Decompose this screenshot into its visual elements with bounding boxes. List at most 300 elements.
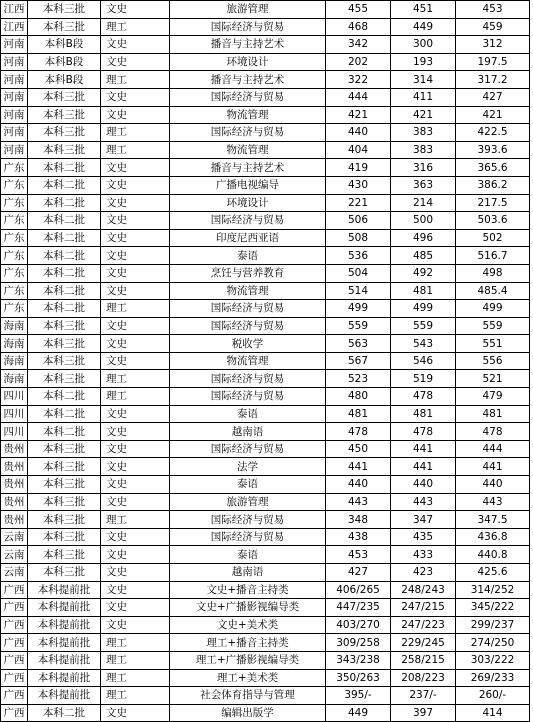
major-cell: 泰语 [170,476,326,494]
avg-score-cell: 485.4 [456,282,530,300]
batch-cell: 本科提前批 [28,599,101,617]
province-cell: 海南 [1,352,28,370]
major-cell: 国际经济与贸易 [170,317,326,335]
major-cell: 旅游管理 [170,1,326,19]
avg-score-cell: 269/233 [456,669,530,687]
batch-cell: 本科三批 [28,317,101,335]
table-row [1,264,530,282]
max-score-cell: 455 [326,1,391,19]
province-cell: 河南 [1,141,28,159]
major-cell: 物流管理 [170,106,326,124]
min-score-cell: 485 [391,247,456,265]
subject-cell: 文史 [101,1,170,19]
major-cell: 旅游管理 [170,493,326,511]
province-cell: 海南 [1,317,28,335]
table-row [1,176,530,194]
table-row [1,1,530,19]
batch-cell: 本科提前批 [28,669,101,687]
batch-cell: 本科B段 [28,53,101,71]
max-score-cell: 499 [326,300,391,318]
table-row [1,124,530,142]
table-row [1,423,530,441]
max-score-cell: 427 [326,564,391,582]
avg-score-cell: 499 [456,300,530,318]
avg-score-cell: 559 [456,317,530,335]
province-cell: 广西 [1,634,28,652]
avg-score-cell: 314/252 [456,581,530,599]
province-cell: 广西 [1,669,28,687]
avg-score-cell: 260/- [456,687,530,705]
batch-cell: 本科二批 [28,176,101,194]
batch-cell: 本科三批 [28,458,101,476]
min-score-cell: 214 [391,194,456,212]
subject-cell: 理工 [101,18,170,36]
major-cell: 环境设计 [170,194,326,212]
subject-cell: 理工 [101,124,170,142]
subject-cell: 文史 [101,352,170,370]
min-score-cell: 519 [391,370,456,388]
avg-score-cell: 414 [456,704,530,722]
avg-score-cell: 274/250 [456,634,530,652]
min-score-cell: 208/223 [391,669,456,687]
max-score-cell: 559 [326,317,391,335]
max-score-cell: 536 [326,247,391,265]
min-score-cell: 247/223 [391,616,456,634]
province-cell: 江西 [1,1,28,19]
max-score-cell: 444 [326,88,391,106]
table-body [1,1,530,722]
province-cell: 广西 [1,616,28,634]
table-row [1,88,530,106]
batch-cell: 本科三批 [28,352,101,370]
major-cell: 国际经济与贸易 [170,440,326,458]
max-score-cell: 438 [326,528,391,546]
min-score-cell: 440 [391,476,456,494]
major-cell: 越南语 [170,423,326,441]
province-cell: 河南 [1,36,28,54]
province-cell: 广西 [1,581,28,599]
province-cell: 海南 [1,335,28,353]
batch-cell: 本科三批 [28,528,101,546]
major-cell: 物流管理 [170,282,326,300]
subject-cell: 文史 [101,282,170,300]
major-cell: 国际经济与贸易 [170,124,326,142]
major-cell: 国际经济与贸易 [170,212,326,230]
table-row [1,352,530,370]
max-score-cell: 504 [326,264,391,282]
major-cell: 印度尼西亚语 [170,229,326,247]
province-cell: 广东 [1,264,28,282]
province-cell: 广东 [1,212,28,230]
min-score-cell: 300 [391,36,456,54]
max-score-cell: 523 [326,370,391,388]
major-cell: 越南语 [170,564,326,582]
max-score-cell: 343/238 [326,651,391,669]
max-score-cell: 404 [326,141,391,159]
subject-cell: 理工 [101,300,170,318]
min-score-cell: 248/243 [391,581,456,599]
major-cell: 播音与主持艺术 [170,71,326,89]
major-cell: 文史+播音主持类 [170,581,326,599]
avg-score-cell: 303/222 [456,651,530,669]
batch-cell: 本科二批 [28,423,101,441]
min-score-cell: 347 [391,511,456,529]
min-score-cell: 441 [391,440,456,458]
subject-cell: 文史 [101,528,170,546]
min-score-cell: 258/215 [391,651,456,669]
max-score-cell: 419 [326,159,391,177]
province-cell: 广东 [1,159,28,177]
min-score-cell: 229/245 [391,634,456,652]
major-cell: 国际经济与贸易 [170,88,326,106]
avg-score-cell: 347.5 [456,511,530,529]
min-score-cell: 421 [391,106,456,124]
min-score-cell: 314 [391,71,456,89]
max-score-cell: 514 [326,282,391,300]
batch-cell: 本科三批 [28,335,101,353]
batch-cell: 本科三批 [28,511,101,529]
min-score-cell: 383 [391,141,456,159]
batch-cell: 本科三批 [28,370,101,388]
avg-score-cell: 479 [456,388,530,406]
major-cell: 国际经济与贸易 [170,18,326,36]
province-cell: 广西 [1,651,28,669]
province-cell: 四川 [1,405,28,423]
subject-cell: 文史 [101,106,170,124]
min-score-cell: 397 [391,704,456,722]
max-score-cell: 403/270 [326,616,391,634]
province-cell: 贵州 [1,458,28,476]
province-cell: 贵州 [1,493,28,511]
major-cell: 文史+美术类 [170,616,326,634]
batch-cell: 本科三批 [28,1,101,19]
table-row [1,511,530,529]
province-cell: 河南 [1,124,28,142]
major-cell: 理工+播音主持类 [170,634,326,652]
avg-score-cell: 365.6 [456,159,530,177]
batch-cell: 本科三批 [28,440,101,458]
avg-score-cell: 443 [456,493,530,511]
subject-cell: 理工 [101,71,170,89]
subject-cell: 文史 [101,616,170,634]
avg-score-cell: 444 [456,440,530,458]
major-cell: 环境设计 [170,53,326,71]
subject-cell: 文史 [101,159,170,177]
province-cell: 广东 [1,229,28,247]
min-score-cell: 500 [391,212,456,230]
subject-cell: 文史 [101,476,170,494]
table-row [1,704,530,722]
subject-cell: 理工 [101,669,170,687]
province-cell: 四川 [1,388,28,406]
max-score-cell: 322 [326,71,391,89]
table-row [1,229,530,247]
batch-cell: 本科二批 [28,282,101,300]
avg-score-cell: 422.5 [456,124,530,142]
avg-score-cell: 556 [456,352,530,370]
table-row [1,564,530,582]
avg-score-cell: 551 [456,335,530,353]
batch-cell: 本科三批 [28,546,101,564]
min-score-cell: 492 [391,264,456,282]
max-score-cell: 567 [326,352,391,370]
major-cell: 烹饪与营养教育 [170,264,326,282]
subject-cell: 文史 [101,546,170,564]
batch-cell: 本科三批 [28,88,101,106]
major-cell: 物流管理 [170,352,326,370]
table-row [1,53,530,71]
batch-cell: 本科提前批 [28,687,101,705]
province-cell: 广西 [1,599,28,617]
batch-cell: 本科二批 [28,264,101,282]
avg-score-cell: 453 [456,1,530,19]
subject-cell: 文史 [101,229,170,247]
max-score-cell: 450 [326,440,391,458]
table-row [1,599,530,617]
min-score-cell: 247/215 [391,599,456,617]
province-cell: 广西 [1,687,28,705]
subject-cell: 文史 [101,36,170,54]
table-row [1,581,530,599]
province-cell: 贵州 [1,476,28,494]
major-cell: 广播电视编导 [170,176,326,194]
batch-cell: 本科二批 [28,300,101,318]
min-score-cell: 559 [391,317,456,335]
province-cell: 广东 [1,282,28,300]
max-score-cell: 350/263 [326,669,391,687]
table-row [1,282,530,300]
avg-score-cell: 197.5 [456,53,530,71]
table-row [1,388,530,406]
max-score-cell: 221 [326,194,391,212]
avg-score-cell: 317.2 [456,71,530,89]
batch-cell: 本科三批 [28,493,101,511]
batch-cell: 本科二批 [28,229,101,247]
table-row [1,300,530,318]
max-score-cell: 348 [326,511,391,529]
subject-cell: 理工 [101,388,170,406]
subject-cell: 文史 [101,264,170,282]
table-row [1,440,530,458]
max-score-cell: 508 [326,229,391,247]
major-cell: 国际经济与贸易 [170,388,326,406]
avg-score-cell: 345/222 [456,599,530,617]
table-row [1,669,530,687]
table-row [1,458,530,476]
batch-cell: 本科提前批 [28,651,101,669]
min-score-cell: 423 [391,564,456,582]
avg-score-cell: 217.5 [456,194,530,212]
subject-cell: 文史 [101,53,170,71]
major-cell: 文史+广播影视编导类 [170,599,326,617]
table-row [1,405,530,423]
subject-cell: 理工 [101,651,170,669]
max-score-cell: 421 [326,106,391,124]
batch-cell: 本科三批 [28,18,101,36]
max-score-cell: 480 [326,388,391,406]
major-cell: 国际经济与贸易 [170,300,326,318]
min-score-cell: 499 [391,300,456,318]
batch-cell: 本科三批 [28,141,101,159]
avg-score-cell: 498 [456,264,530,282]
min-score-cell: 411 [391,88,456,106]
subject-cell: 理工 [101,370,170,388]
batch-cell: 本科二批 [28,194,101,212]
major-cell: 理工+美术类 [170,669,326,687]
subject-cell: 文史 [101,194,170,212]
avg-score-cell: 521 [456,370,530,388]
min-score-cell: 237/- [391,687,456,705]
max-score-cell: 453 [326,546,391,564]
batch-cell: 本科提前批 [28,581,101,599]
subject-cell: 理工 [101,634,170,652]
min-score-cell: 481 [391,405,456,423]
table-row [1,528,530,546]
avg-score-cell: 299/237 [456,616,530,634]
table-row [1,616,530,634]
subject-cell: 文史 [101,704,170,722]
table-row [1,71,530,89]
subject-cell: 文史 [101,493,170,511]
max-score-cell: 449 [326,704,391,722]
max-score-cell: 506 [326,212,391,230]
avg-score-cell: 481 [456,405,530,423]
major-cell: 国际经济与贸易 [170,511,326,529]
table-row [1,546,530,564]
batch-cell: 本科二批 [28,405,101,423]
max-score-cell: 202 [326,53,391,71]
major-cell: 社会体育指导与管理 [170,687,326,705]
avg-score-cell: 427 [456,88,530,106]
province-cell: 广东 [1,300,28,318]
table-row [1,317,530,335]
table-row [1,36,530,54]
province-cell: 广东 [1,176,28,194]
table-row [1,141,530,159]
max-score-cell: 406/265 [326,581,391,599]
province-cell: 贵州 [1,511,28,529]
subject-cell: 文史 [101,405,170,423]
major-cell: 理工+广播影视编导类 [170,651,326,669]
max-score-cell: 443 [326,493,391,511]
avg-score-cell: 425.6 [456,564,530,582]
province-cell: 广东 [1,247,28,265]
province-cell: 河南 [1,53,28,71]
batch-cell: 本科二批 [28,247,101,265]
province-cell: 广东 [1,194,28,212]
min-score-cell: 478 [391,423,456,441]
subject-cell: 文史 [101,247,170,265]
batch-cell: 本科提前批 [28,616,101,634]
avg-score-cell: 459 [456,18,530,36]
batch-cell: 本科三批 [28,564,101,582]
table-row [1,493,530,511]
table-row [1,476,530,494]
max-score-cell: 468 [326,18,391,36]
min-score-cell: 496 [391,229,456,247]
min-score-cell: 441 [391,458,456,476]
batch-cell: 本科提前批 [28,634,101,652]
min-score-cell: 383 [391,124,456,142]
batch-cell: 本科二批 [28,704,101,722]
table-row [1,687,530,705]
avg-score-cell: 440 [456,476,530,494]
batch-cell: 本科二批 [28,388,101,406]
major-cell: 税收学 [170,335,326,353]
batch-cell: 本科二批 [28,159,101,177]
avg-score-cell: 312 [456,36,530,54]
major-cell: 国际经济与贸易 [170,370,326,388]
subject-cell: 理工 [101,141,170,159]
table-row [1,247,530,265]
min-score-cell: 451 [391,1,456,19]
table-row [1,212,530,230]
max-score-cell: 395/- [326,687,391,705]
table-row [1,634,530,652]
subject-cell: 文史 [101,581,170,599]
subject-cell: 文史 [101,599,170,617]
major-cell: 编辑出版学 [170,704,326,722]
subject-cell: 理工 [101,511,170,529]
max-score-cell: 563 [326,335,391,353]
min-score-cell: 433 [391,546,456,564]
subject-cell: 文史 [101,440,170,458]
avg-score-cell: 386.2 [456,176,530,194]
subject-cell: 文史 [101,317,170,335]
batch-cell: 本科B段 [28,71,101,89]
min-score-cell: 543 [391,335,456,353]
province-cell: 广西 [1,704,28,722]
province-cell: 河南 [1,88,28,106]
batch-cell: 本科二批 [28,212,101,230]
table-row [1,194,530,212]
province-cell: 云南 [1,546,28,564]
major-cell: 泰语 [170,247,326,265]
subject-cell: 理工 [101,687,170,705]
batch-cell: 本科三批 [28,106,101,124]
min-score-cell: 193 [391,53,456,71]
province-cell: 江西 [1,18,28,36]
province-cell: 云南 [1,528,28,546]
min-score-cell: 316 [391,159,456,177]
min-score-cell: 443 [391,493,456,511]
province-cell: 四川 [1,423,28,441]
max-score-cell: 447/235 [326,599,391,617]
min-score-cell: 546 [391,352,456,370]
max-score-cell: 441 [326,458,391,476]
avg-score-cell: 441 [456,458,530,476]
province-cell: 河南 [1,71,28,89]
max-score-cell: 430 [326,176,391,194]
major-cell: 播音与主持艺术 [170,159,326,177]
subject-cell: 文史 [101,423,170,441]
table-row [1,159,530,177]
major-cell: 泰语 [170,405,326,423]
subject-cell: 文史 [101,176,170,194]
avg-score-cell: 502 [456,229,530,247]
table-row [1,18,530,36]
min-score-cell: 363 [391,176,456,194]
avg-score-cell: 440.8 [456,546,530,564]
table-row [1,651,530,669]
avg-score-cell: 393.6 [456,141,530,159]
avg-score-cell: 478 [456,423,530,441]
subject-cell: 文史 [101,564,170,582]
subject-cell: 文史 [101,335,170,353]
province-cell: 贵州 [1,440,28,458]
max-score-cell: 478 [326,423,391,441]
avg-score-cell: 503.6 [456,212,530,230]
